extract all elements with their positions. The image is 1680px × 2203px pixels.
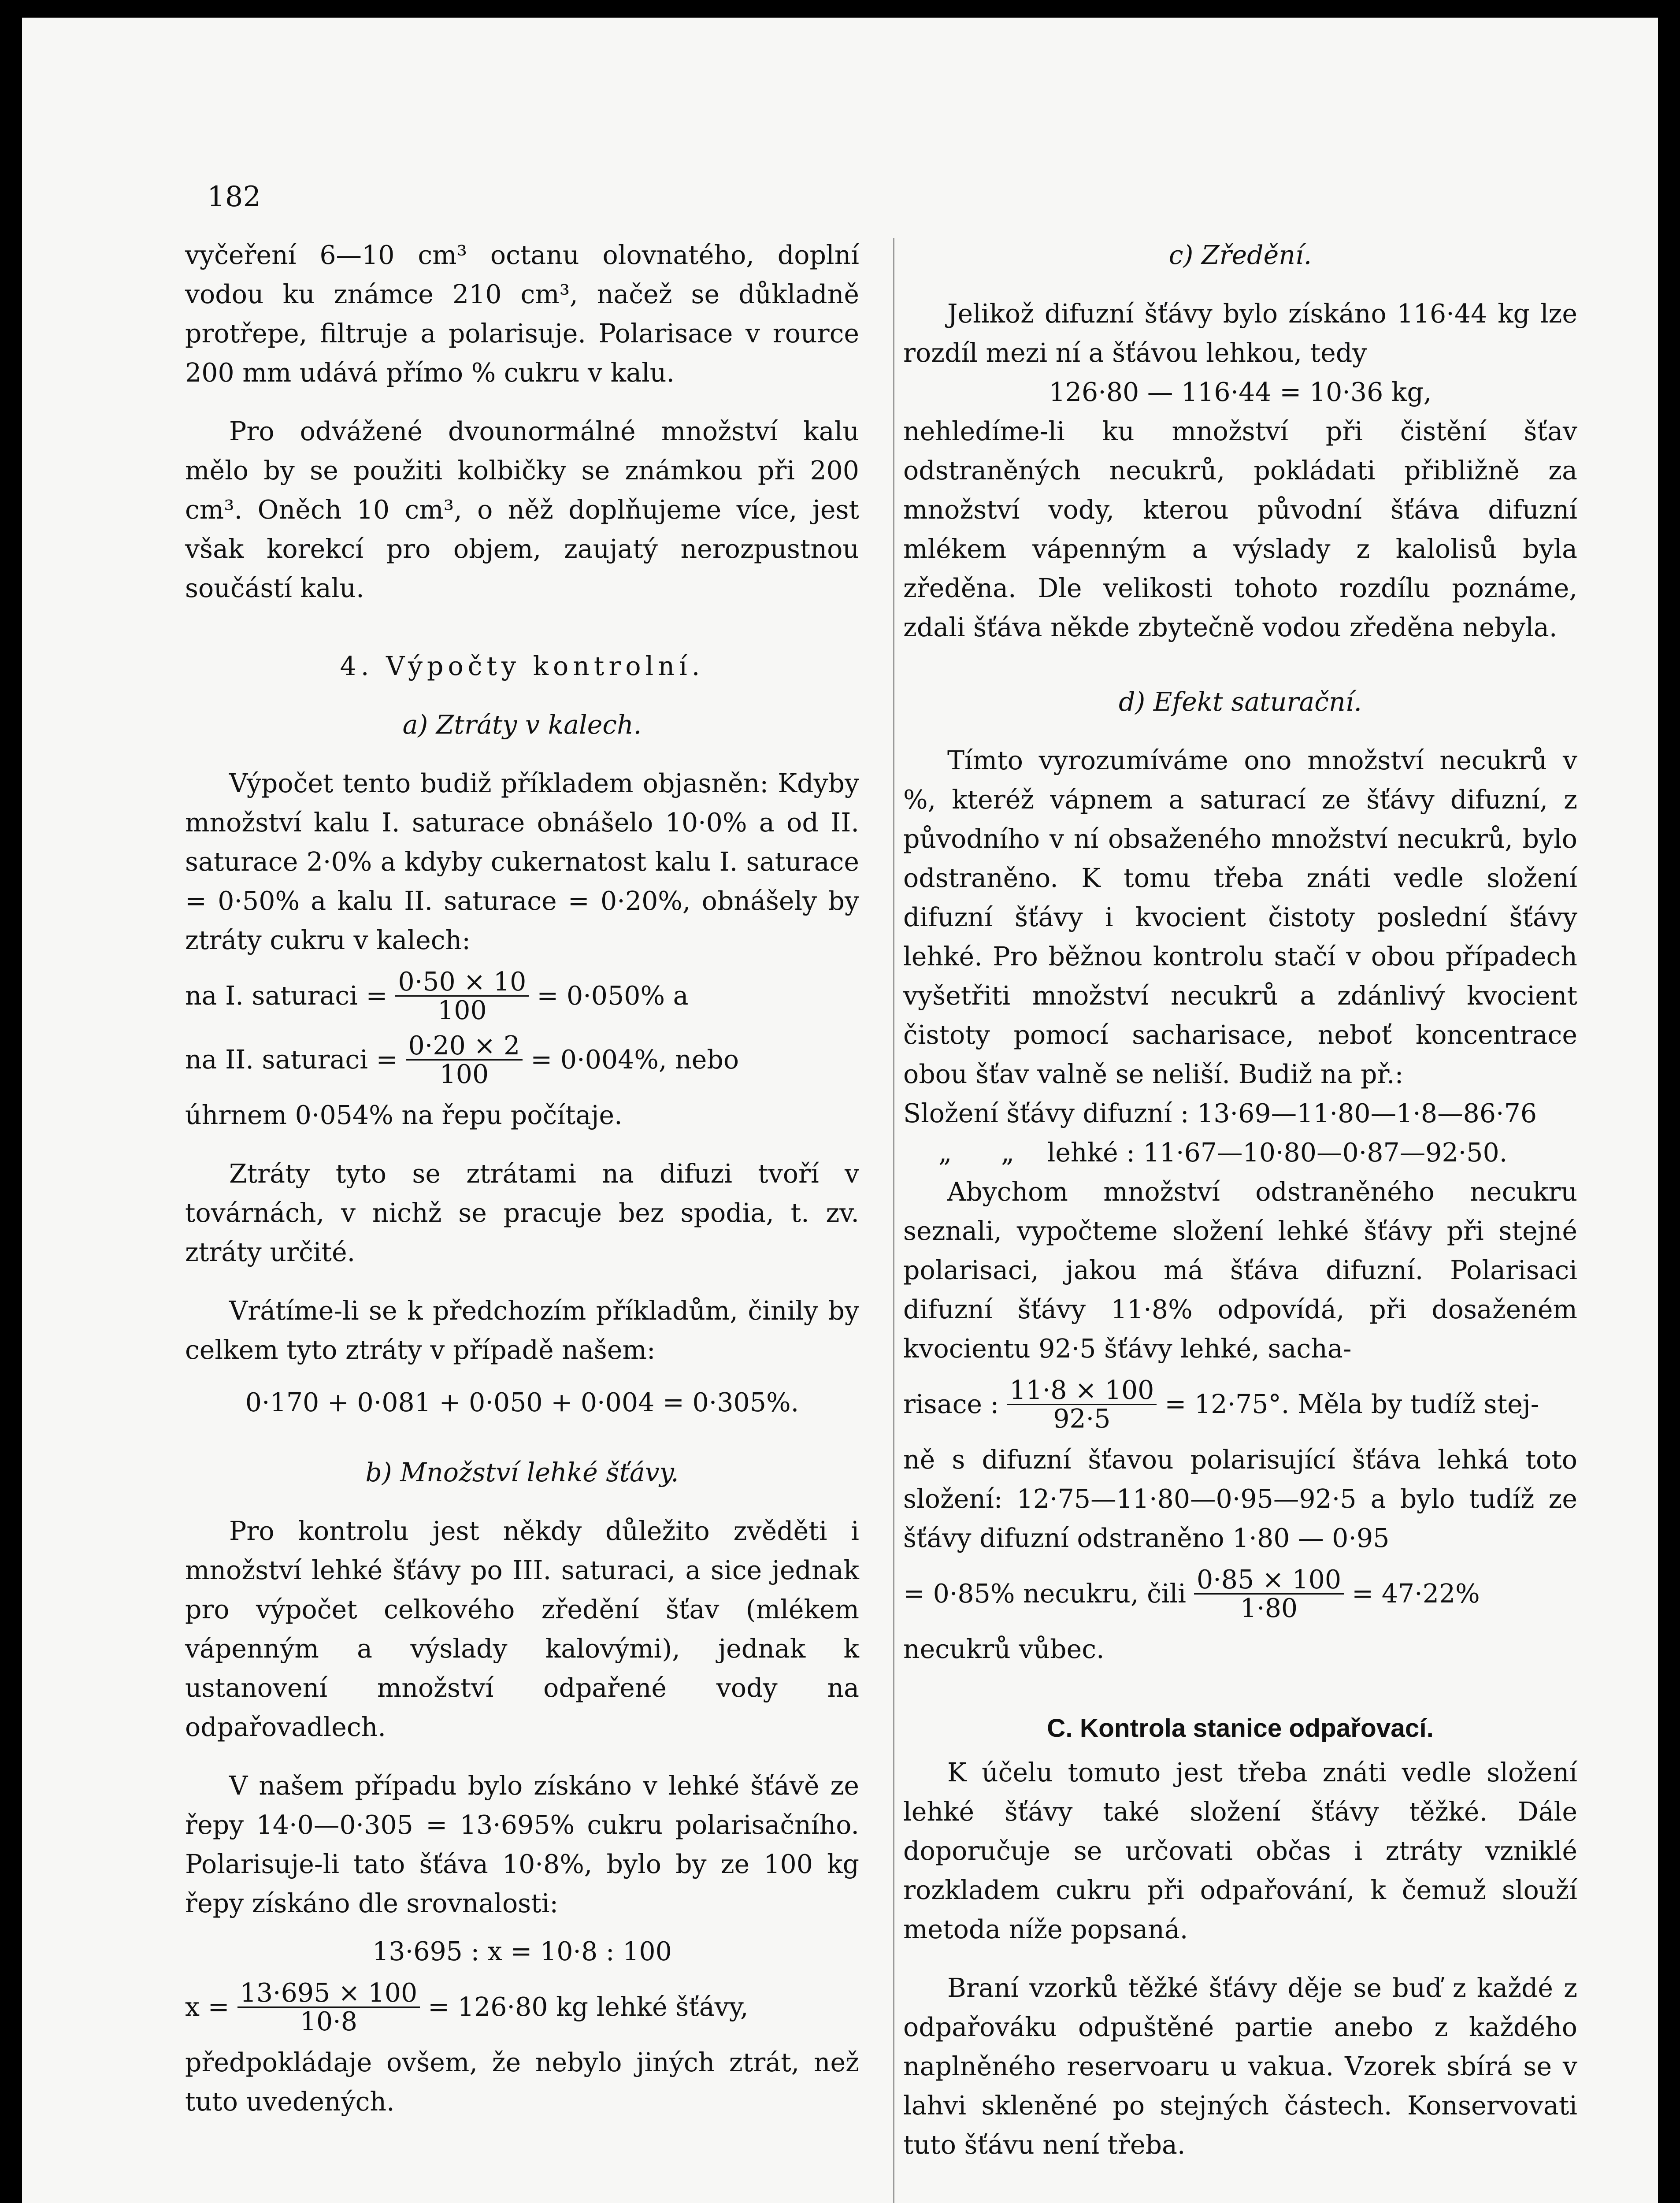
denominator: 1·80	[1240, 1593, 1298, 1623]
formula-row	[185, 968, 859, 1024]
paragraph: předpokládaje ovšem, že nebylo jiných ztrát, než tuto uvedených.	[185, 2047, 859, 2117]
denominator: 10·8	[300, 2006, 358, 2036]
paragraph: V našem případu bylo získáno v lehké šťávě ze řepy 14·0—0·305 = 13·695% cukru polarisačního. Polarisuje-li tato šťáva 10·8%, bylo by ze 100 kg řepy získáno dle srovnalosti:	[185, 1771, 859, 1918]
formula-text: risace :	[903, 1389, 999, 1419]
formula-row	[185, 1979, 859, 2035]
paragraph: necukrů vůbec.	[903, 1634, 1105, 1664]
composition-line: „ „ lehké : 11·67—10·80—0·87—92·50.	[938, 1138, 1508, 1168]
right-column	[903, 236, 1577, 2165]
paragraph: úhrnem 0·054% na řepu počítaje.	[185, 1100, 623, 1130]
formula-row	[185, 1032, 859, 1088]
section-heading: C. Kontrola stanice odpařovací.	[1047, 1714, 1434, 1743]
numerator: 0·20 × 2	[406, 1032, 523, 1061]
subheading: d) Efekt saturační.	[1118, 687, 1362, 717]
formula-text: = 126·80 kg lehké šťávy,	[428, 1992, 749, 2022]
page-number: 182	[207, 181, 261, 213]
numerator: 13·695 × 100	[237, 1979, 420, 2008]
paragraph: nehledíme-li ku množství při čistění šťav odstraněných necukrů, pokládati přibližně za množství vody, kterou původní šťáva difuzní mlékem vápenným a výslady z kalolisů byla zředěna. Dle velikosti tohoto rozdílu poznáme, zdali šťáva někde zbytečně vodou zředěna nebyla.	[903, 416, 1577, 642]
fraction	[406, 1032, 523, 1088]
paragraph: Tímto vyrozumíváme ono množství necukrů v %, kteréž vápnem a saturací ze šťávy difuzní, z původního v ní obsaženého množství necukrů, bylo odstraněno. K tomu třeba znáti vedle složení difuzní šťávy i kvocient čistoty poslední šťávy lehké. Pro běžnou kontrolu stačí v obou případech vyšetřiti množství necukrů a zdánlivý kvocient čistoty pomocí sacharisace, neboť koncentrace obou šťav valně se neliší. Budiž na př.:	[903, 745, 1577, 1089]
paragraph: Jelikož difuzní šťávy bylo získáno 116·44 kg lze rozdíl mezi ní a šťávou lehkou, tedy	[903, 299, 1577, 368]
fraction	[1007, 1376, 1157, 1432]
formula-text: na I. saturaci =	[185, 981, 388, 1011]
formula-row	[903, 1376, 1577, 1432]
composition-line: Složení šťávy difuzní : 13·69—11·80—1·8—86·76	[903, 1098, 1537, 1128]
paragraph: K účelu tomuto jest třeba znáti vedle složení lehké šťávy také složení šťávy těžké. Dále doporučuje se určovati občas i ztráty vzniklé rozkladem cukru při odpařování, k čemuž slouží metoda níže popsaná.	[903, 1758, 1577, 1944]
paragraph: vyčeření 6—10 cm³ octanu olovnatého, doplní vodou ku známce 210 cm³, načež se důkladně protřepe, filtruje a polarisuje. Polarisace v rource 200 mm udává přímo % cukru v kalu.	[185, 240, 859, 388]
formula-text: = 0·050% a	[537, 981, 689, 1011]
denominator: 92·5	[1053, 1404, 1111, 1434]
subheading: b) Množství lehké šťávy.	[365, 1458, 679, 1487]
formula-text: x =	[185, 1992, 230, 2022]
left-column	[185, 236, 859, 2121]
fraction	[237, 1979, 420, 2035]
formula-difference: 126·80 — 116·44 = 10·36 kg,	[1049, 377, 1432, 407]
subheading: a) Ztráty v kalech.	[402, 710, 642, 740]
fraction	[395, 968, 529, 1024]
numerator: 0·85 × 100	[1194, 1566, 1344, 1595]
paragraph: Vrátíme-li se k předchozím příkladům, činily by celkem tyto ztráty v případě našem:	[185, 1296, 859, 1365]
denominator: 100	[438, 995, 487, 1025]
formula-text: = 12·75°. Měla by tudíž stej-	[1165, 1389, 1539, 1419]
paragraph: Pro kontrolu jest někdy důležito zvěděti i množství lehké šťávy po III. saturaci, a sice jednak pro výpočet celkového zředění šťav (mlékem vápenným a výslady kalovými), jednak k ustanovení množství odpařené vody na odpařovadlech.	[185, 1516, 859, 1742]
paragraph: Ztráty tyto se ztrátami na difuzi tvoří v továrnách, v nichž se pracuje bez spodia, t. zv. ztráty určité.	[185, 1159, 859, 1267]
formula-text: = 47·22%	[1352, 1579, 1480, 1609]
column-divider	[893, 238, 894, 2203]
proportion: 13·695 : x = 10·8 : 100	[372, 1936, 672, 1966]
section-heading: 4. Výpočty kontrolní.	[340, 651, 705, 681]
numerator: 11·8 × 100	[1007, 1376, 1157, 1405]
formula-row	[903, 1566, 1577, 1622]
paragraph: ně s difuzní šťavou polarisující šťáva lehká toto složení: 12·75—11·80—0·95—92·5 a bylo tudíž ze šťávy difuzní odstraněno 1·80 — 0·95	[903, 1445, 1577, 1553]
paragraph: Braní vzorků těžké šťávy děje se buď z každé z odpařováku odpuštěné partie anebo z každého naplněného reservoaru u vakua. Vzorek sbírá se v lahvi skleněné po stejných částech. Konservovati tuto šťávu není třeba.	[903, 1973, 1577, 2160]
paragraph: Výpočet tento budiž příkladem objasněn: Kdyby množství kalu I. saturace obnášelo 10·0% a od II. saturace 2·0% a kdyby cukernatost kalu I. saturace = 0·50% a kalu II. saturace = 0·20%, obnášely by ztráty cukru v kalech:	[185, 768, 859, 955]
paragraph: Pro odvážené dvounormálné množství kalu mělo by se použiti kolbičky se známkou při 200 cm³. Oněch 10 cm³, o něž doplňujeme více, jest však korekcí pro objem, zaujatý nerozpustnou součástí kalu.	[185, 416, 859, 603]
formula-text: na II. saturaci =	[185, 1045, 398, 1075]
formula-sum: 0·170 + 0·081 + 0·050 + 0·004 = 0·305%.	[245, 1387, 799, 1417]
numerator: 0·50 × 10	[395, 968, 529, 997]
paragraph: Abychom množství odstraněného necukru seznali, vypočteme složení lehké šťávy při stejné polarisaci, jakou má šťáva difuzní. Polarisaci difuzní šťávy 11·8% odpovídá, při dosaženém kvocientu 92·5 šťávy lehké, sacha-	[903, 1177, 1577, 1364]
subheading: c) Zředění.	[1168, 240, 1312, 270]
formula-text: = 0·85% necukru, čili	[903, 1579, 1186, 1609]
fraction	[1194, 1566, 1344, 1622]
denominator: 100	[439, 1059, 489, 1089]
formula-text: = 0·004%, nebo	[530, 1045, 739, 1075]
